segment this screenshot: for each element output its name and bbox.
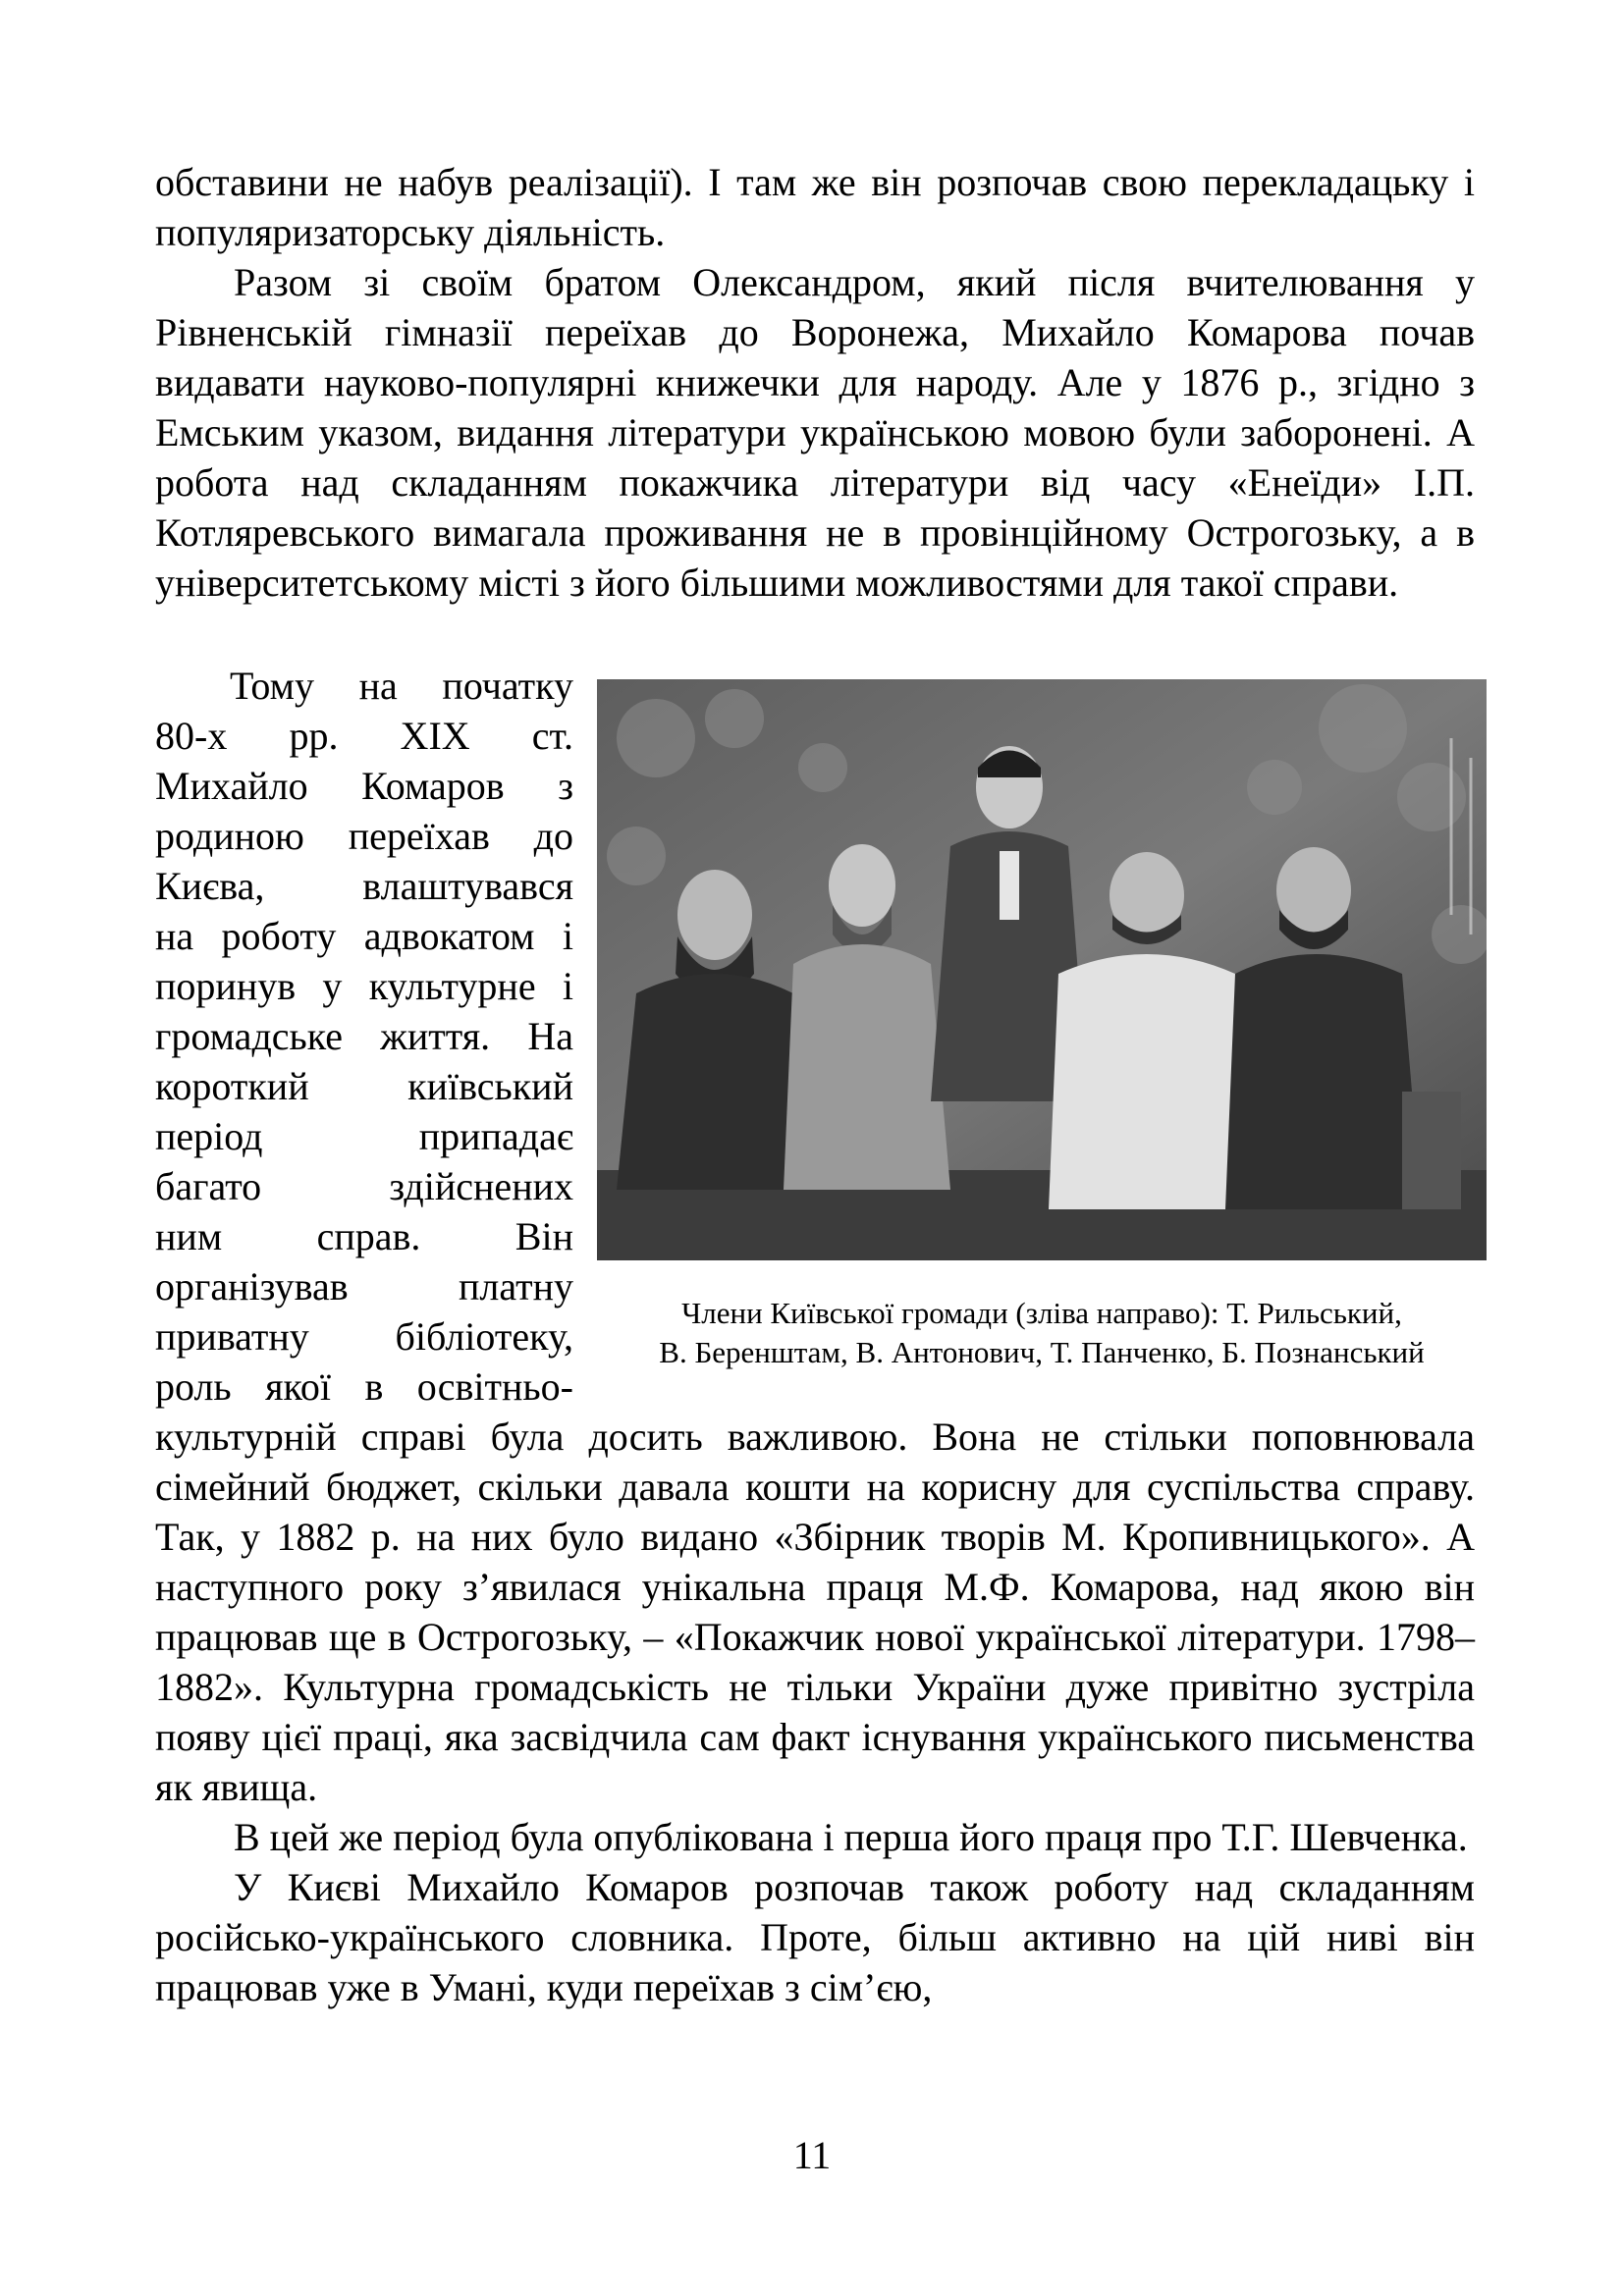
text-block-top — [155, 157, 1475, 608]
wrapped-line: родиною переїхав до — [155, 814, 573, 858]
wrapped-line: ним справ. Він — [155, 1214, 573, 1258]
group-portrait-photo — [597, 679, 1487, 1260]
wrapped-line: Тому на початку — [230, 664, 573, 708]
wrapped-line: організував платну — [155, 1264, 573, 1308]
caption-line: Члени Київської громади (зліва направо): Т. Рильський, — [681, 1296, 1402, 1330]
wrapped-text-column — [155, 661, 573, 1412]
wrapped-line: Михайло Комаров з — [155, 764, 573, 808]
paragraph: Разом зі своїм братом Олександром, який після вчителювання у Рівненській гімназії переїхав до Воронежа, Михайло Комарова почав видавати науково-популярні книжечки для народу. Але у 1876 р., згідно з Емським указом, видання літератури українською мовою були заборонені. А робота над складанням покажчика літератури від часу «Енеїди» І.П. Котляревського вимагала проживання не в провінційному Острогозьку, а в університетському місті з його більшими можливостями для такої справи. — [155, 260, 1475, 605]
wrapped-line: період припадає — [155, 1114, 573, 1158]
text-block-bottom — [155, 1412, 1475, 2012]
paragraph: обставини не набув реалізації). І там же він розпочав свою перекладацьку і популяризаторську діяльність. — [155, 160, 1475, 254]
wrapped-line: на роботу адвокатом і — [155, 914, 573, 958]
wrapped-line: Києва, влаштувався — [155, 864, 573, 908]
page-number: 11 — [792, 2133, 832, 2177]
paragraph: У Києві Михайло Комаров розпочав також роботу над складанням російсько-українського словника. Проте, більш активно на цій ниві він працював уже в Умані, куди переїхав з сім’єю, — [155, 1865, 1475, 2009]
wrapped-line: громадське життя. На — [155, 1014, 573, 1058]
photo-caption — [597, 1294, 1487, 1372]
wrapped-line: поринув у культурне і — [155, 964, 573, 1008]
photo-illustration — [597, 679, 1487, 1260]
wrapped-line: роль якої в освітньо- — [155, 1364, 573, 1409]
wrapped-line: багато здійснених — [155, 1164, 573, 1208]
wrapped-line: 80-х рр. XIX ст. — [155, 714, 573, 758]
paragraph: В цей же період була опублікована і перша його праця про Т.Г. Шевченка. — [234, 1815, 1468, 1859]
caption-line: В. Беренштам, В. Антонович, Т. Панченко, Б. Познанський — [659, 1335, 1425, 1369]
wrapped-line: короткий київський — [155, 1064, 573, 1108]
wrapped-line: приватну бібліотеку, — [155, 1314, 573, 1359]
paragraph: культурній справі була досить важливою. Вона не стільки поповнювала сімейний бюджет, скільки давала кошти на корисну для суспільства справу. Так, у 1882 р. на них було видано «Збірник творів М. Кропивницького». А наступного року з’явилася унікальна праця М.Ф. Комарова, над якою він працював ще в Острогозьку, – «Покажчик нової української літератури. 1798–1882». Культурна громадськість не тільки України дуже привітно зустріла появу цієї праці, яка засвідчила сам факт існування українського письменства як явища. — [155, 1415, 1475, 1809]
